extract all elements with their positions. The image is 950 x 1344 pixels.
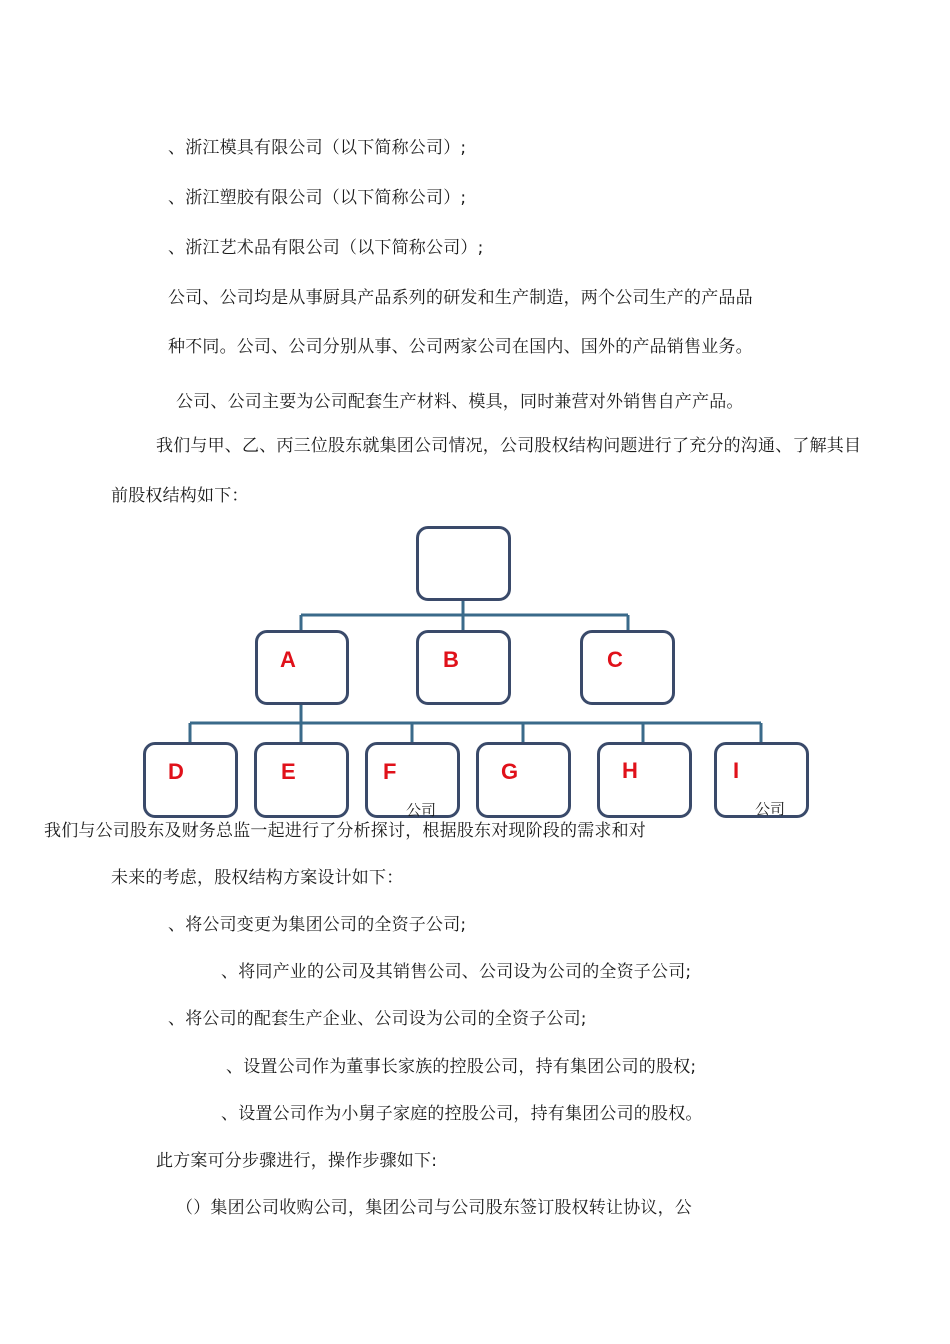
org-node-note: 公司	[755, 800, 786, 818]
org-node-b	[416, 630, 511, 705]
paragraph-steps-intro: 此方案可分步骤进行，操作步骤如下:	[156, 1151, 438, 1171]
list-item-plan-2: 、将同产业的公司及其销售公司、公司设为公司的全资子公司;	[221, 962, 692, 982]
paragraph-business-1: 公司、公司均是从事厨具产品系列的研发和生产制造，两个公司生产的产品品	[168, 288, 753, 308]
list-item-plan-5: 、设置公司作为小舅子家庭的控股公司，持有集团公司的股权。	[221, 1104, 703, 1124]
paragraph-step-1: （）集团公司收购公司，集团公司与公司股东签订股权转让协议，公	[176, 1198, 692, 1218]
org-node-a	[255, 630, 349, 705]
org-node-label: C	[607, 647, 623, 672]
org-node-label: G	[501, 759, 519, 784]
paragraph-structure-intro: 前股权结构如下：	[111, 486, 249, 506]
org-node-root	[416, 526, 511, 601]
org-node-note: 公司	[406, 801, 437, 819]
org-node-c	[580, 630, 675, 705]
paragraph-communication: 我们与甲、乙、丙三位股东就集团公司情况，公司股权结构问题进行了充分的沟通、了解其目	[156, 436, 862, 456]
list-item-zhejiang-mold: 、浙江模具有限公司（以下简称公司）;	[168, 138, 467, 158]
org-node-label: F	[383, 759, 397, 784]
org-node-d	[143, 742, 238, 818]
list-item-plan-4: 、设置公司作为董事长家族的控股公司，持有集团公司的股权;	[226, 1057, 697, 1077]
list-item-zhejiang-plastic: 、浙江塑胶有限公司（以下简称公司）;	[168, 188, 467, 208]
paragraph-business-2: 种不同。公司、公司分别从事、公司两家公司在国内、国外的产品销售业务。	[168, 337, 753, 357]
org-node-label: A	[280, 647, 296, 672]
org-node-label: I	[733, 758, 740, 783]
org-node-h	[597, 742, 692, 818]
paragraph-analysis: 我们与公司股东及财务总监一起进行了分析探讨，根据股东对现阶段的需求和对	[44, 821, 646, 841]
org-node-i	[714, 742, 809, 818]
list-item-plan-1: 、将公司变更为集团公司的全资子公司;	[168, 915, 467, 935]
org-node-g	[476, 742, 571, 818]
org-node-label: E	[281, 759, 296, 784]
list-item-zhejiang-art: 、浙江艺术品有限公司（以下简称公司）;	[168, 238, 484, 258]
org-node-e	[254, 742, 349, 818]
list-item-plan-3: 、将公司的配套生产企业、公司设为公司的全资子公司;	[168, 1009, 587, 1029]
org-node-label: H	[622, 758, 638, 783]
org-node-label: B	[443, 647, 459, 672]
org-node-label: D	[168, 759, 184, 784]
paragraph-supply: 公司、公司主要为公司配套生产材料、模具，同时兼营对外销售自产产品。	[176, 392, 744, 412]
org-node-f	[365, 742, 460, 818]
paragraph-design-intro: 未来的考虑，股权结构方案设计如下：	[111, 868, 404, 888]
